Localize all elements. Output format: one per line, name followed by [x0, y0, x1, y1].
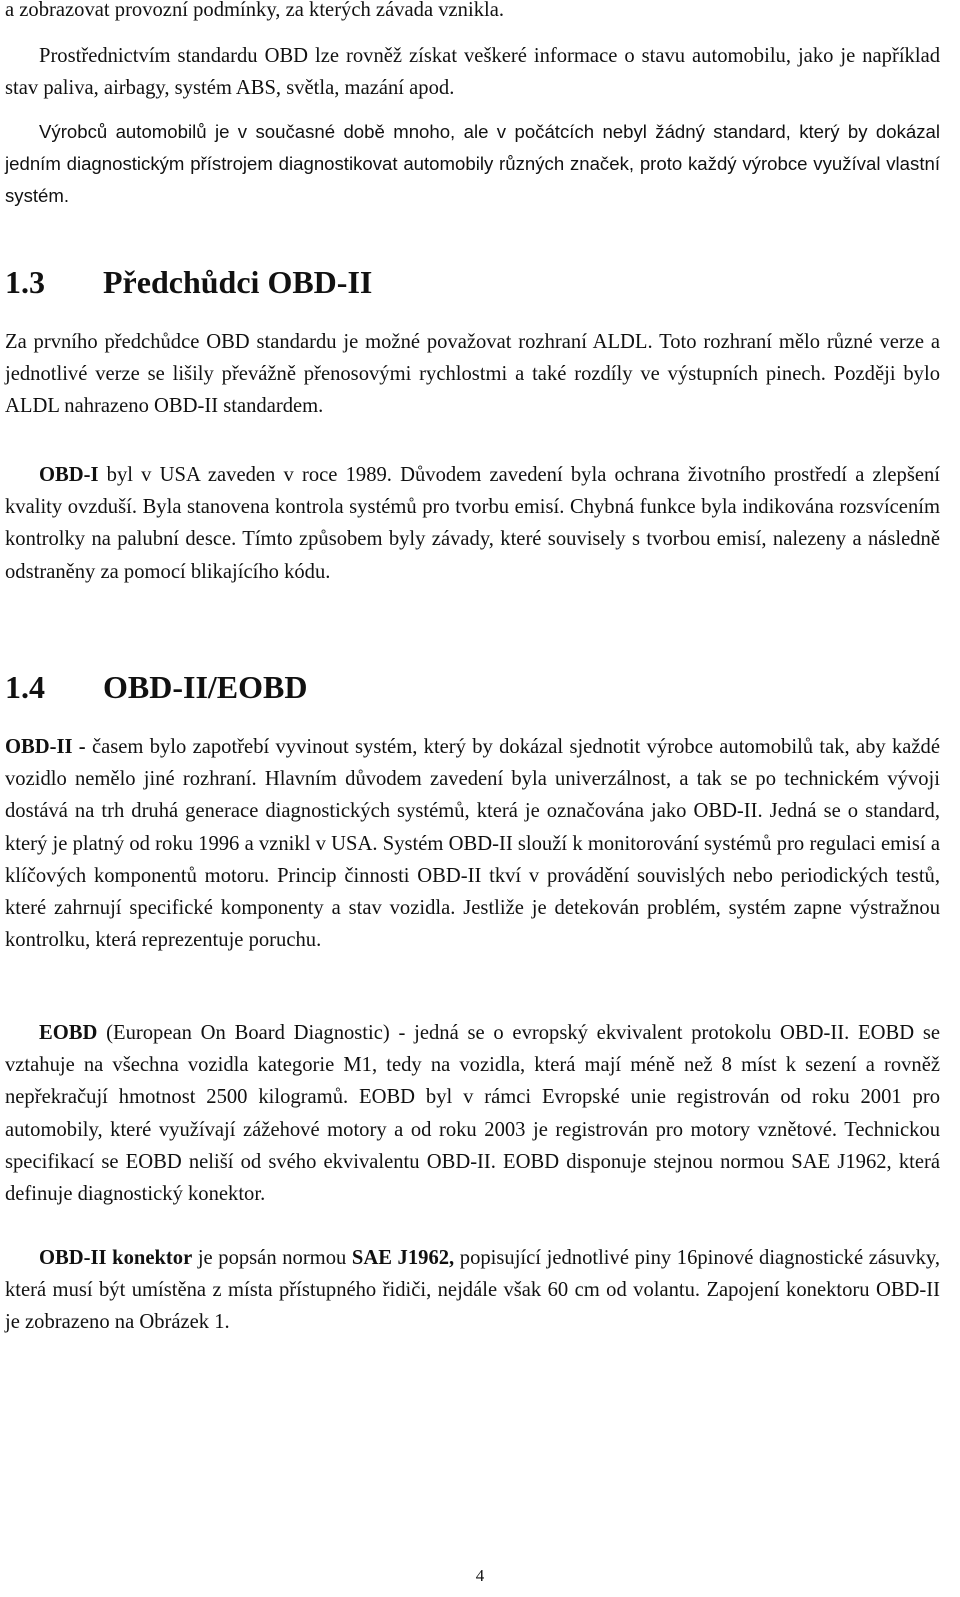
paragraph-obd2 — [5, 731, 940, 956]
paragraph-obd1-text: byl v USA zaveden v roce 1989. Důvodem zavedení byla ochrana životního prostředí a zlepšení kvality ovzduší. Byla stanovena kontrola systémů pro tvorbu emisí. Chybná funkce byla indikována rozsvícením kontrolky na palubní desce. Tímto způsobem byly závady, které souvisely s tvorbou emisí, nalezeny a následně odstraněny za pomocí blikajícího kódu. — [5, 464, 940, 583]
section-title: Předchůdci OBD-II — [103, 264, 373, 300]
paragraph-obd1 — [5, 459, 940, 588]
paragraph-obd-info: Prostřednictvím standardu OBD lze rovněž získat veškeré informace o stavu automobilu, jako je například stav paliva, airbagy, systém ABS, světla, mazání apod. — [5, 45, 940, 100]
term-obd1: OBD-I — [39, 464, 99, 486]
paragraph-eobd — [5, 1017, 940, 1210]
term-obd2: OBD-II - — [5, 736, 86, 758]
paragraph-connector — [5, 1242, 940, 1339]
term-sae-j1962: SAE J1962, — [351, 1247, 455, 1269]
paragraph-obd2-text: časem bylo zapotřebí vyvinout systém, který by dokázal sjednotit výrobce automobilů tak, aby každé vozidlo nemělo jiné rozhraní. Hlavním důvodem zavedení byla univerzálnost, a tak se po technickém vývoji dostává na trh druhá generace diagnostických systémů, která je označována jako OBD-II. Jedná se o standard, který je platný od roku 1996 a vznikl v USA. Systém OBD-II slouží k monitorování systémů pro regulaci emisí a klíčových komponentů motoru. Princip činnosti OBD-II tkví v provádění souvislých nebo periodických testů, které zahrnují specifické komponenty a stav vozidla. Jestliže je detekován problém, systém zapne výstražnou kontrolku, která reprezentuje poruchu. — [5, 736, 940, 952]
section-title: OBD-II/EOBD — [103, 669, 308, 705]
term-obd2-connector: OBD-II konektor — [39, 1247, 193, 1269]
term-eobd: EOBD — [39, 1022, 98, 1044]
paragraph-connector-text-end: popisující jednotlivé piny 16pinové diagnostické zásuvky, která musí být umístěna z místa přístupného řidiči, nejdále však 60 cm od volantu. Zapojení konektoru OBD-II je zobrazeno na Obrázek 1. — [5, 1247, 940, 1334]
paragraph-connector-text: je popsán normou — [192, 1247, 352, 1269]
section-heading-1-3 — [5, 263, 372, 301]
section-number: 1.3 — [5, 264, 45, 300]
intro-line-fragment: a zobrazovat provozní podmínky, za kterých závada vznikla. — [5, 0, 504, 21]
page-number: 4 — [475, 1566, 485, 1585]
paragraph-aldl: Za prvního předchůdce OBD standardu je možné považovat rozhraní ALDL. Toto rozhraní mělo různé verze a jednotlivé verze se lišily převážně přenosovými rychlostmi a také rozdíly ve výstupních pinech. Později bylo ALDL nahrazeno OBD-II standardem. — [5, 331, 940, 418]
paragraph-eobd-text: (European On Board Diagnostic) - jedná se o evropský ekvivalent protokolu OBD-II. EOBD se vztahuje na všechna vozidla kategorie M1, tedy na vozidla, která mají méně než 8 míst k sezení a rovněž nepřekračují hmotnost 2500 kilogramů. EOBD byl v rámci Evropské unie registrován od roku 2001 pro automobily, které využívají zážehové motory a od roku 2003 je registrován pro motory vznětové. Technickou specifikací se EOBD neliší od svého ekvivalentu OBD-II. EOBD disponuje stejnou normou SAE J1962, která definuje diagnostický konektor. — [5, 1022, 940, 1206]
section-number: 1.4 — [5, 669, 45, 705]
paragraph-manufacturers: Výrobců automobilů je v současné době mnoho, ale v počátcích nebyl žádný standard, který by dokázal jedním diagnostickým přístrojem diagnostikovat automobily různých značek, proto každý výrobce využíval vlastní systém. — [5, 121, 940, 207]
section-heading-1-4 — [5, 668, 307, 706]
